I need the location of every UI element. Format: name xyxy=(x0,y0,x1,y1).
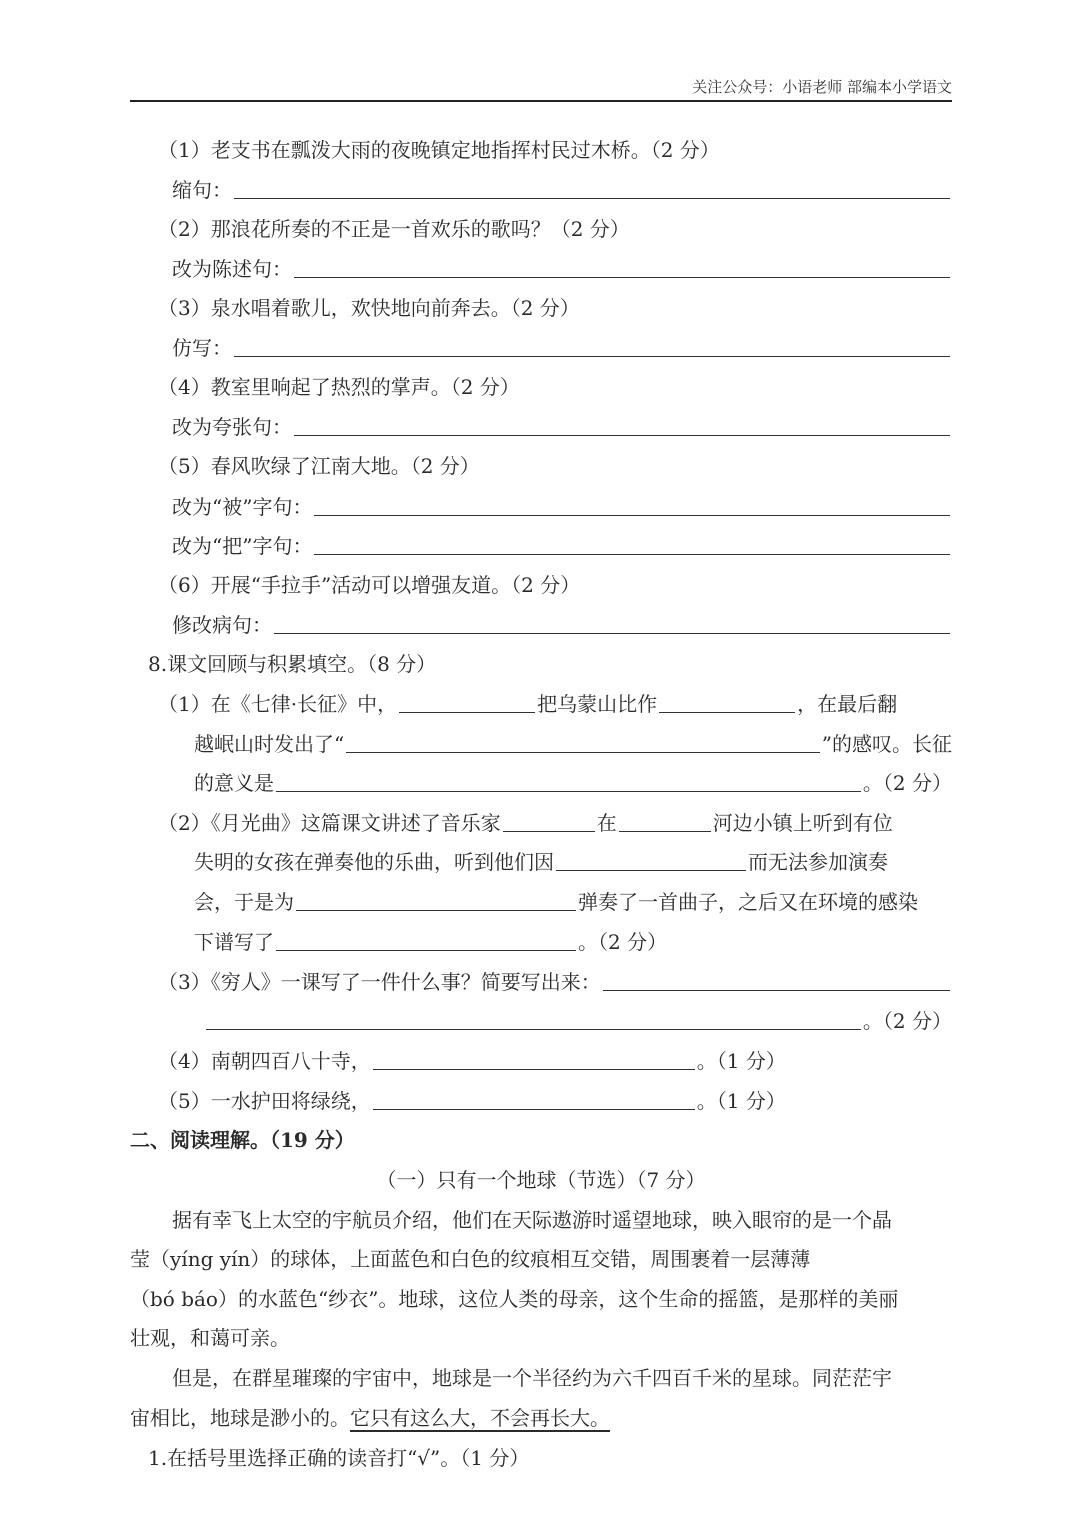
q8-p4-text2: 。（1 分） xyxy=(696,1049,786,1073)
q7-item4-prompt: （4）教室里响起了热烈的掌声。（2 分） xyxy=(158,375,520,399)
q7-item3-prompt: （3）泉水唱着歌儿，欢快地向前奔去。（2 分） xyxy=(158,296,580,320)
q7-item5-answer-row-2 xyxy=(172,528,952,564)
q8-p1-blank3[interactable] xyxy=(346,751,820,753)
header-rule xyxy=(130,100,952,102)
q8-title: 8.课文回顾与积累填空。（8 分） xyxy=(148,652,437,676)
q8-p5-blank[interactable] xyxy=(373,1108,695,1110)
q7-item6-label: 修改病句： xyxy=(172,613,272,637)
q7-item4-answer-row xyxy=(172,409,952,445)
q8-p4-line xyxy=(158,1043,786,1079)
q7-item3-blank[interactable] xyxy=(234,355,950,357)
page-header: 关注公众号：小语老师 部编本小学语文 xyxy=(692,78,952,96)
q7-item2-answer-row xyxy=(172,251,952,287)
q7-item4-blank[interactable] xyxy=(294,434,950,436)
para1-line2: 莹（yíng yín）的球体，上面蓝色和白色的纹痕相互交错，周围裹着一层薄薄 xyxy=(130,1247,811,1271)
q8-p1-text4: 越岷山时发出了“ xyxy=(194,732,345,756)
q8-p2-text4: 失明的女孩在弹奏他的乐曲，听到他们因 xyxy=(194,850,554,874)
q8-p2-blank1[interactable] xyxy=(503,830,595,832)
q8-p3-blank2[interactable] xyxy=(206,1028,861,1030)
part2-subtitle: （一）只有一个地球（节选）（7 分） xyxy=(376,1168,706,1192)
q8-p3-line1 xyxy=(158,964,952,1000)
q8-p2-text5: 而无法参加演奏 xyxy=(748,850,888,874)
q8-p2-text2: 在 xyxy=(596,811,617,835)
q8-p2-line1 xyxy=(158,805,952,841)
q8-p1-text6: 的意义是 xyxy=(194,771,274,795)
q7-item4-label: 改为夸张句： xyxy=(172,415,292,439)
q8-p3-text2: 。（2 分） xyxy=(862,1009,952,1033)
q8-p1-text1: （1）在《七律·长征》中， xyxy=(158,692,398,716)
q8-p3-blank1[interactable] xyxy=(603,989,950,991)
q7-item2-label: 改为陈述句： xyxy=(172,257,292,281)
q8-p2-text1: （2）《月光曲》这篇课文讲述了音乐家 xyxy=(158,811,501,835)
q7-item5-blank-1[interactable] xyxy=(314,514,950,516)
q7-item3-answer-row xyxy=(172,330,952,366)
q7-item5-label-2: 改为“把”字句： xyxy=(172,534,313,558)
para1-line1: 据有幸飞上太空的宇航员介绍，他们在天际遨游时遥望地球，映入眼帘的是一个晶 xyxy=(172,1208,892,1232)
q8-p2-line4 xyxy=(194,924,952,960)
part2-heading: 二、阅读理解。（19 分） xyxy=(130,1128,355,1152)
q8-p2-blank2[interactable] xyxy=(619,830,711,832)
q8-p2-text9: 。（2 分） xyxy=(578,930,668,954)
q8-p1-line1 xyxy=(158,686,952,722)
q8-p2-text7: 弹奏了一首曲子，之后又在环境的感染 xyxy=(578,890,918,914)
q7-item5-prompt: （5）春风吹绿了江南大地。（2 分） xyxy=(158,454,480,478)
q7-item6-answer-row xyxy=(172,607,952,643)
q8-p2-blank4[interactable] xyxy=(296,909,576,911)
q8-p1-blank4[interactable] xyxy=(276,790,861,792)
para2-line1: 但是，在群星璀璨的宇宙中，地球是一个半径约为六千四百千米的星球。同茫茫宇 xyxy=(172,1366,892,1390)
q7-item5-label-1: 改为“被”字句： xyxy=(172,495,313,519)
q7-item1-blank[interactable] xyxy=(234,197,950,199)
q7-item6-prompt: （6）开展“手拉手”活动可以增强友道。（2 分） xyxy=(158,573,581,597)
q8-p1-blank1[interactable] xyxy=(399,711,535,713)
q8-p1-line2 xyxy=(194,726,952,762)
q7-item6-blank[interactable] xyxy=(274,632,950,634)
q8-p2-blank3[interactable] xyxy=(556,869,746,871)
q8-p2-text8: 下谱写了 xyxy=(194,930,274,954)
q7-item5-answer-row-1 xyxy=(172,489,952,525)
para1-line3: （bó báo）的水蓝色“纱衣”。地球，这位人类的母亲，这个生命的摇篮，是那样的美丽 xyxy=(130,1287,899,1311)
q7-item2-prompt: （2）那浪花所奏的不正是一首欢乐的歌吗？（2 分） xyxy=(158,217,630,241)
q8-p2-text6: 会，于是为 xyxy=(194,890,294,914)
q8-p2-line2 xyxy=(194,844,952,880)
q8-p4-blank[interactable] xyxy=(373,1068,695,1070)
q8-p1-line3 xyxy=(194,765,952,801)
q7-item1-prompt: （1）老支书在瓢泼大雨的夜晚镇定地指挥村民过木桥。（2 分） xyxy=(158,138,720,162)
q7-item2-blank[interactable] xyxy=(294,276,950,278)
para2-underlined-sentence: 它只有这么大，不会再长大。 xyxy=(350,1406,610,1430)
para1-line4: 壮观，和蔼可亲。 xyxy=(130,1326,290,1350)
q8-p3-text1: （3）《穷人》一课写了一件什么事？简要写出来： xyxy=(158,970,601,994)
para2-line2 xyxy=(130,1400,610,1436)
q8-p4-text1: （4）南朝四百八十寺， xyxy=(158,1049,371,1073)
q8-p5-line xyxy=(158,1083,786,1119)
q7-item1-answer-row xyxy=(172,172,952,208)
q8-p1-text7: 。（2 分） xyxy=(862,771,952,795)
q8-p3-line2 xyxy=(204,1003,952,1039)
q7-item5-blank-2[interactable] xyxy=(314,553,950,555)
q8-p1-text3: ，在最后翻 xyxy=(797,692,898,716)
q8-p2-text3: 河边小镇上听到有位 xyxy=(712,811,893,835)
q8-p1-text2: 把乌蒙山比作 xyxy=(537,692,658,716)
part2-question1: 1.在括号里选择正确的读音打“√”。（1 分） xyxy=(148,1446,530,1470)
q8-p1-text5: ”的感叹。长征 xyxy=(821,732,952,756)
q7-item3-label: 仿写： xyxy=(172,336,232,360)
q8-p5-text1: （5）一水护田将绿绕， xyxy=(158,1089,371,1113)
q8-p2-line3 xyxy=(194,884,952,920)
q8-p1-blank2[interactable] xyxy=(659,711,795,713)
q8-p5-text2: 。（1 分） xyxy=(696,1089,786,1113)
para2-line2-text: 宙相比，地球是渺小的。 xyxy=(130,1406,350,1430)
q7-item1-label: 缩句： xyxy=(172,178,232,202)
q8-p2-blank5[interactable] xyxy=(276,949,576,951)
